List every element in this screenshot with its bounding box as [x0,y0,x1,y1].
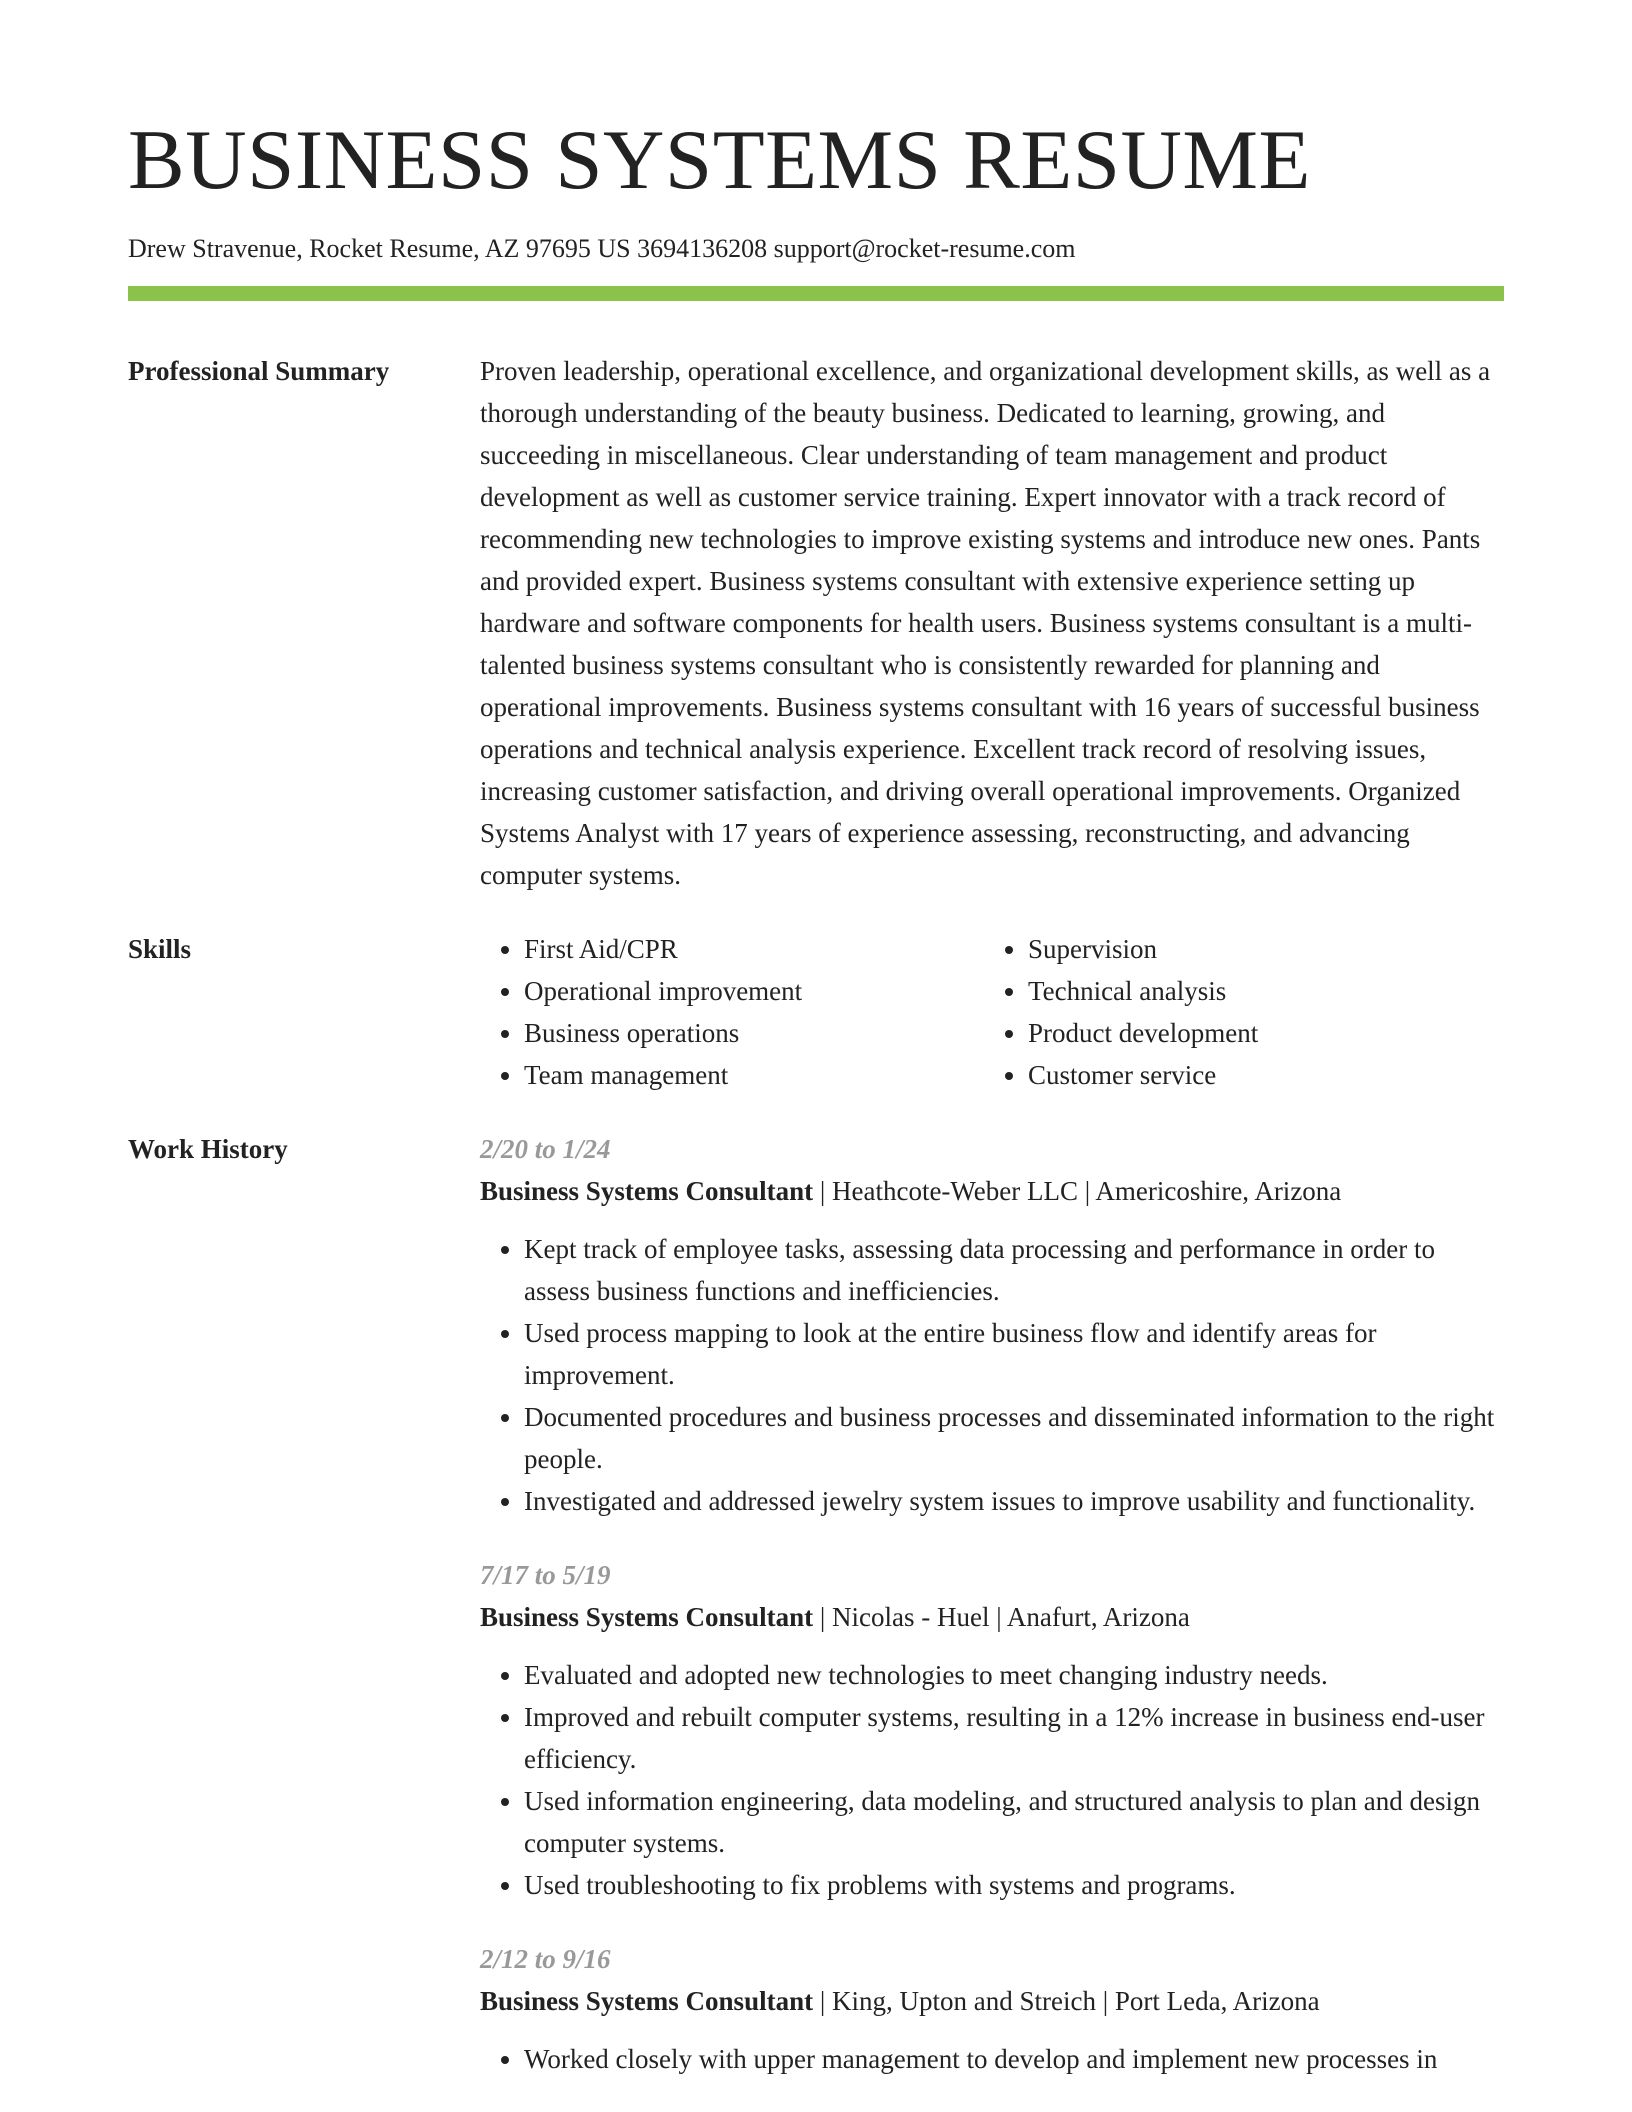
skill-item: • Operational improvement [524,970,984,1012]
summary-label: Professional Summary [128,356,390,386]
job-bullet: • Investigated and addressed jewelry system issues to improve usability and functionality. [524,1480,1504,1522]
job-bullet: • Worked closely with upper management to develop and implement new processes in [524,2038,1504,2080]
summary-body [480,350,1504,896]
contact-line: Drew Stravenue, Rocket Resume, AZ 97695 US 3694136208 support@rocket-resume.com [128,234,1076,263]
job-bullets [480,2038,1504,2080]
job-bullet: • Used process mapping to look at the entire business flow and identify areas for improvement. [524,1312,1504,1396]
summary-text: Proven leadership, operational excellence, and organizational development skills, as well as a thorough understanding of the beauty business. Dedicated to learning, growing, and succeeding in miscellaneous. Clear understanding of team management and product development as well as customer service training. Expert innovator with a track record of recommending new technologies to improve existing systems and introduce new ones. Pants and provided expert. Business systems consultant with extensive experience setting up hardware and software components for health users. Business systems consultant is a multi-talented business systems consultant who is consistently rewarded for planning and operational improvements. Business systems consultant with 16 years of successful business operations and technical analysis experience. Excellent track record of resolving issues, increasing customer satisfaction, and driving overall operational improvements. Organized Systems Analyst with 17 years of experience assessing, reconstructing, and advancing computer systems. [480,356,1491,890]
job-title-line [480,1596,1504,1638]
skill-item: • Business operations [524,1012,984,1054]
job-dates: 2/12 to 9/16 [480,1944,611,1974]
skills-label: Skills [128,934,192,964]
resume-title: BUSINESS SYSTEMS RESUME [128,113,1311,207]
job-entry [480,1128,1504,1522]
skill-item: • First Aid/CPR [524,928,984,970]
skill-item: • Customer service [1028,1054,1488,1096]
job-bullet: • Used information engineering, data modeling, and structured analysis to plan and design computer systems. [524,1780,1504,1864]
skill-item: • Product development [1028,1012,1488,1054]
job-bullet: • Improved and rebuilt computer systems, resulting in a 12% increase in business end-user efficiency. [524,1696,1504,1780]
job-bullets [480,1654,1504,1906]
job-details: | Nicolas - Huel | Anafurt, Arizona [813,1602,1190,1632]
job-entry [480,1938,1504,2080]
job-dates: 7/17 to 5/19 [480,1560,611,1590]
job-bullet: • Used troubleshooting to fix problems with systems and programs. [524,1864,1504,1906]
work-history-label: Work History [128,1134,288,1164]
job-entry [480,1554,1504,1906]
job-details: | King, Upton and Streich | Port Leda, Arizona [813,1986,1320,2016]
job-title-line [480,1170,1504,1212]
job-role: Business Systems Consultant [480,1986,814,2016]
job-bullet: • Kept track of employee tasks, assessing data processing and performance in order to assess business functions and inefficiencies. [524,1228,1504,1312]
skills-list-right [984,928,1488,1096]
job-details: | Heathcote-Weber LLC | Americoshire, Arizona [813,1176,1342,1206]
job-bullets [480,1228,1504,1522]
job-title-line [480,1980,1504,2022]
skill-item: • Technical analysis [1028,970,1488,1012]
job-dates: 2/20 to 1/24 [480,1134,611,1164]
skill-item: • Team management [524,1054,984,1096]
header-divider [128,286,1504,301]
job-role: Business Systems Consultant [480,1602,814,1632]
skills-list-left [480,928,984,1096]
job-bullet: • Documented procedures and business processes and disseminated information to the right people. [524,1396,1504,1480]
job-role: Business Systems Consultant [480,1176,814,1206]
work-history-body [480,1128,1504,2112]
skills-body [480,928,1504,1096]
job-bullet: • Evaluated and adopted new technologies to meet changing industry needs. [524,1654,1504,1696]
skill-item: • Supervision [1028,928,1488,970]
